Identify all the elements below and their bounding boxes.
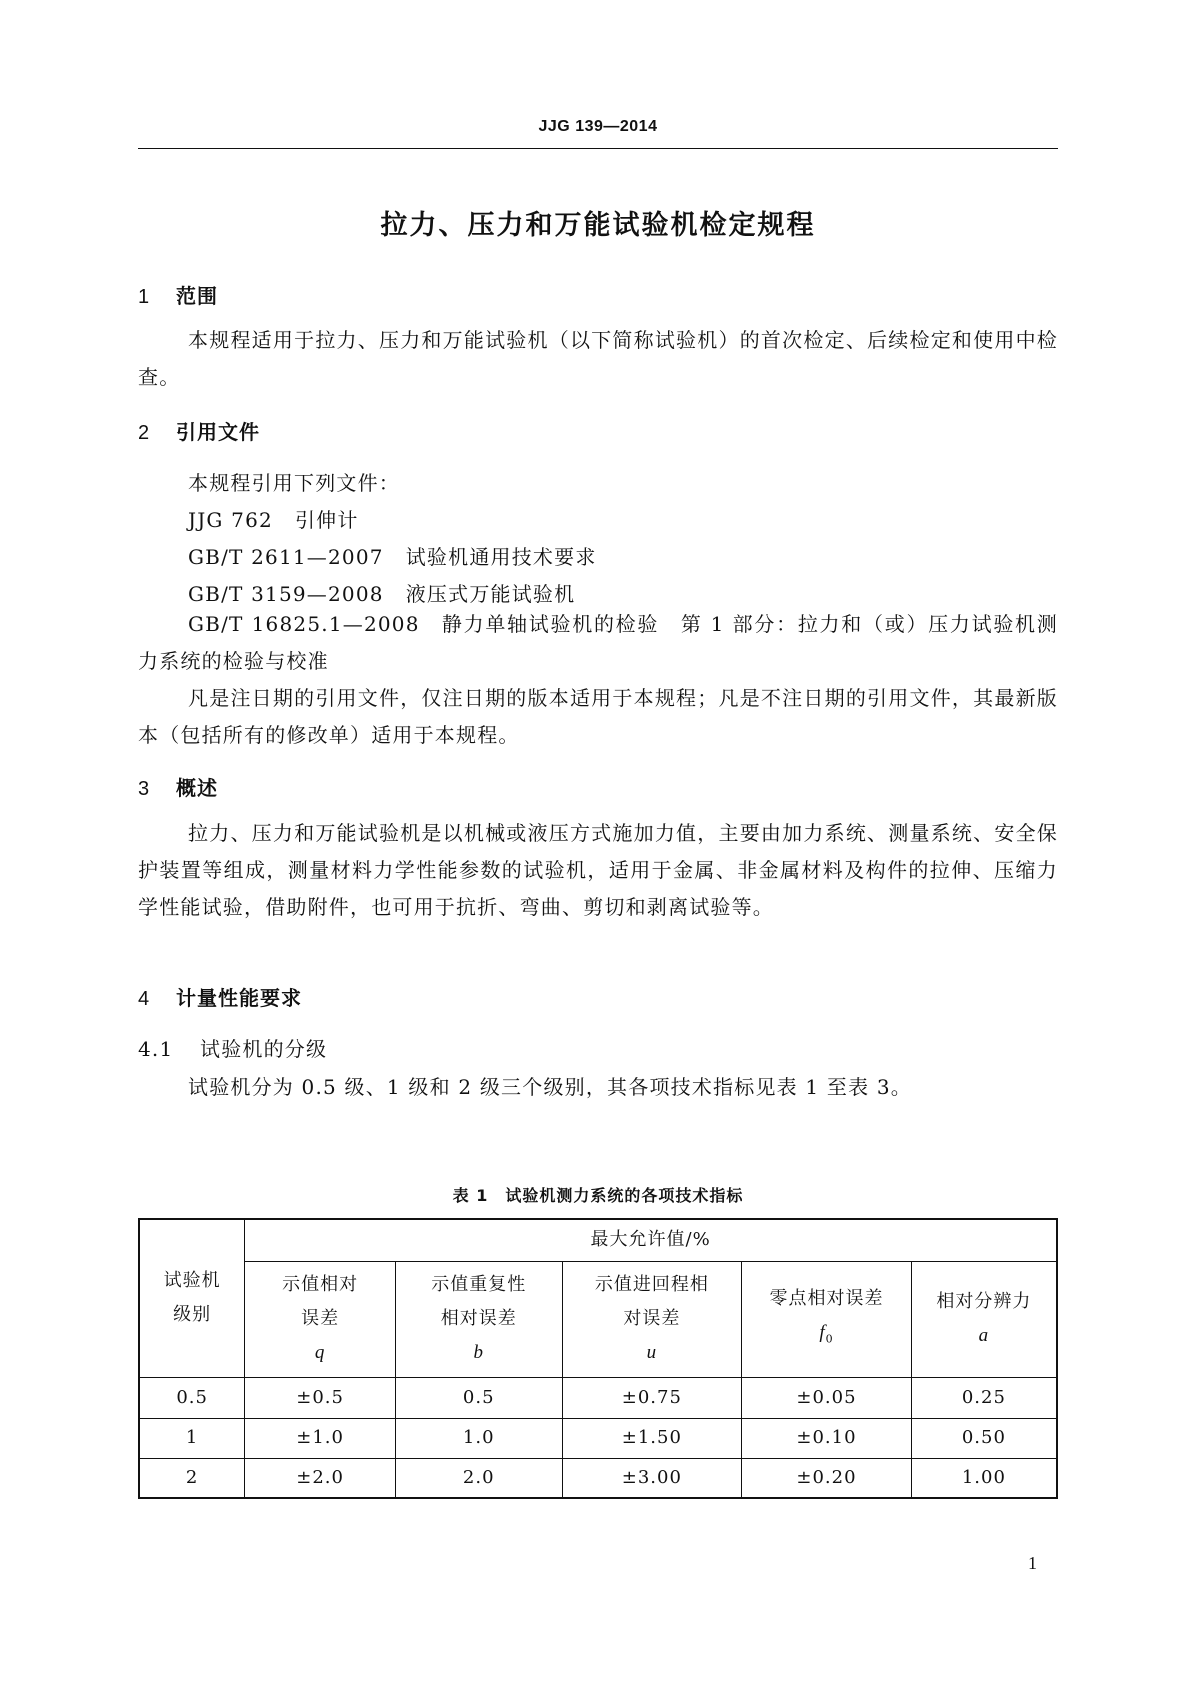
table-cell: 0.25 xyxy=(911,1377,1057,1418)
header-cell-b xyxy=(395,1261,562,1377)
table-cell: ±0.20 xyxy=(742,1458,912,1498)
header-cell-grade xyxy=(139,1219,245,1377)
header-symbol: b xyxy=(473,1342,484,1363)
section-4-heading xyxy=(138,982,302,1011)
page-number: 1 xyxy=(1028,1553,1037,1573)
subsection-number: 4.1 xyxy=(138,1037,174,1061)
table-cell: 1 xyxy=(139,1418,245,1458)
table-cell: ±0.5 xyxy=(245,1377,396,1418)
table-cell: ±0.75 xyxy=(562,1377,742,1418)
header-text: 相对误差 xyxy=(440,1308,517,1329)
header-cell-q xyxy=(245,1261,396,1377)
header-text: 对误差 xyxy=(623,1308,681,1329)
header-cell-u xyxy=(562,1261,742,1377)
table-cell: ±1.0 xyxy=(245,1418,396,1458)
table-cell: 0.5 xyxy=(139,1377,245,1418)
table-row xyxy=(139,1458,1057,1498)
table-cell: 0.50 xyxy=(911,1418,1057,1458)
section-1-paragraph: 本规程适用于拉力、压力和万能试验机（以下简称试验机）的首次检定、后续检定和使用中检查。 xyxy=(138,328,1058,389)
header-symbol: u xyxy=(646,1342,658,1363)
section-title: 引用文件 xyxy=(176,420,260,444)
section-2-heading xyxy=(138,416,260,445)
table-cell: 0.5 xyxy=(395,1377,562,1418)
table-row xyxy=(139,1418,1057,1458)
section-number: 1 xyxy=(138,286,151,308)
table-caption: 表 1 试验机测力系统的各项技术指标 xyxy=(452,1186,744,1205)
header-text: 示值进回程相 xyxy=(594,1274,709,1295)
header-text: 示值相对 xyxy=(282,1274,359,1295)
section-1-heading xyxy=(138,280,218,309)
table-cell: ±3.00 xyxy=(562,1458,742,1498)
table-header-row xyxy=(139,1261,1057,1377)
table-row xyxy=(139,1377,1057,1418)
header-symbol: a xyxy=(978,1325,990,1346)
reference-code: GB/T 2611—2007 xyxy=(188,545,384,569)
table-cell: 2.0 xyxy=(395,1458,562,1498)
section-title: 计量性能要求 xyxy=(176,986,302,1010)
table-cell: 1.00 xyxy=(911,1458,1057,1498)
references-note: 凡是注日期的引用文件，仅注日期的版本适用于本规程；凡是不注日期的引用文件，其最新版本（包括所有的修改单）适用于本规程。 xyxy=(138,686,1058,747)
reference-name: 引伸计 xyxy=(294,508,359,532)
table-cell: ±0.10 xyxy=(742,1418,912,1458)
reference-item xyxy=(188,504,359,533)
reference-item xyxy=(188,541,597,570)
section-3-paragraph: 拉力、压力和万能试验机是以机械或液压方式施加力值，主要由加力系统、测量系统、安全保护装置等组成，测量材料力学性能参数的试验机，适用于金属、非金属材料及构件的拉伸、压缩力学性能试验，借助附件，也可用于抗折、弯曲、剪切和剥离试验等。 xyxy=(138,821,1058,919)
running-header: JJG 139—2014 xyxy=(538,118,658,135)
table-header-row xyxy=(139,1219,1057,1261)
subsection-4-1-paragraph: 试验机分为 0.5 级、1 级和 2 级三个级别，其各项技术指标见表 1 至表 3。 xyxy=(188,1075,912,1099)
header-text: 零点相对误差 xyxy=(769,1287,884,1309)
header-text: 示值重复性 xyxy=(431,1274,527,1295)
section-3-heading xyxy=(138,772,218,801)
references-intro: 本规程引用下列文件： xyxy=(188,471,400,495)
header-cell-f0 xyxy=(742,1261,912,1377)
reference-code: GB/T 3159—2008 xyxy=(188,582,384,606)
header-text: 试验机 xyxy=(163,1270,221,1292)
header-cell-a xyxy=(911,1261,1057,1377)
table-cell: ±1.50 xyxy=(562,1418,742,1458)
header-cell-group: 最大允许值/% xyxy=(245,1219,1057,1261)
reference-code: JJG 762 xyxy=(188,508,273,532)
reference-item xyxy=(188,578,575,607)
table-cell: ±2.0 xyxy=(245,1458,396,1498)
section-number: 2 xyxy=(138,422,151,444)
reference-name: 液压式万能试验机 xyxy=(405,582,576,606)
section-number: 4 xyxy=(138,988,151,1010)
document-title: 拉力、压力和万能试验机检定规程 xyxy=(380,210,816,241)
table-cell: 1.0 xyxy=(395,1418,562,1458)
subsection-title: 试验机的分级 xyxy=(200,1037,328,1061)
section-number: 3 xyxy=(138,778,151,800)
header-text: 误差 xyxy=(301,1308,340,1329)
reference-name: 试验机通用技术要求 xyxy=(405,545,597,569)
header-symbol-wrap xyxy=(742,1316,911,1357)
subsection-4-1-heading xyxy=(138,1033,327,1062)
table-cell: 2 xyxy=(139,1458,245,1498)
header-symbol: f xyxy=(819,1321,826,1343)
reference-item-long: GB/T 16825.1—2008 静力单轴试验机的检验 第 1 部分：拉力和（或）压力试验机测力系统的检验与校准 xyxy=(138,612,1058,673)
header-subscript: 0 xyxy=(825,1332,834,1346)
header-text: 相对分辨力 xyxy=(936,1291,1032,1312)
table-cell: ±0.05 xyxy=(742,1377,912,1418)
header-symbol: q xyxy=(314,1342,326,1363)
section-title: 概述 xyxy=(176,776,218,800)
header-rule xyxy=(138,148,1058,149)
section-title: 范围 xyxy=(176,284,218,308)
technical-specs-table xyxy=(138,1218,1058,1499)
header-text: 级别 xyxy=(173,1304,212,1326)
